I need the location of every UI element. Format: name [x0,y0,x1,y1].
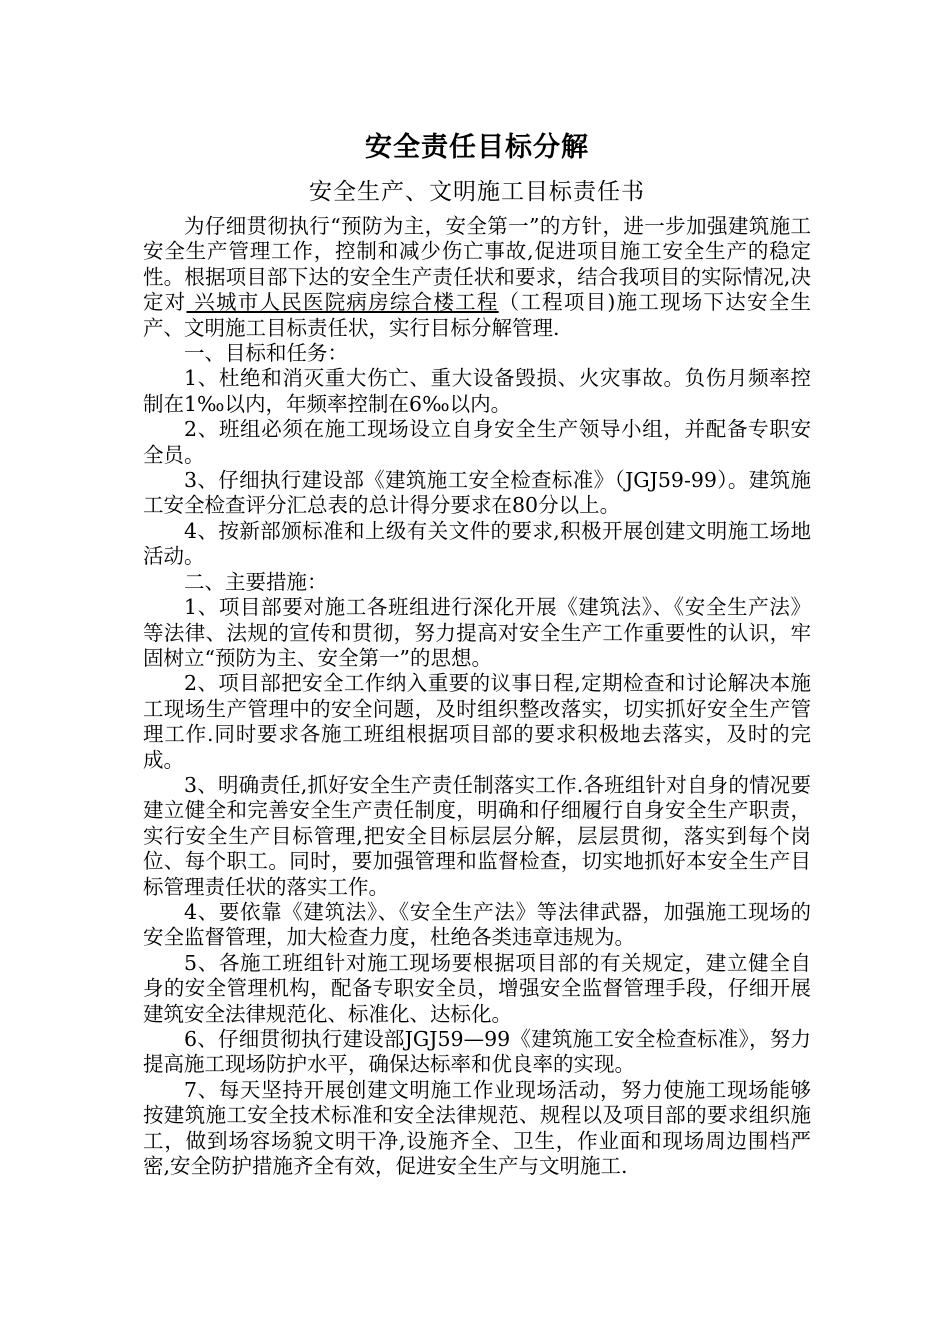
section-heading-measures: 二、主要措施： [184,569,328,594]
intro-paragraph [143,214,811,341]
measure-item-3: 3、明确责任,抓好安全生产责任制落实工作.各班组针对自身的情况要建立健全和完善安全生产责任制度，明确和仔细履行自身安全生产职责，实行安全生产目标管理,把安全目标层层分解，层层贯彻，落实到每个岗位、每个职工。同时，要加强管理和监督检查，切实地抓好本安全生产目标管理责任状的落实工作。 [143,772,811,899]
intro-text-before: 为仔细贯彻执行“预防为主，安全第一”的方针，进一步加强建筑施工安全生产管理工作，控制和减少伤亡事故,促进项目施工安全生产的稳定性。根据项目部下达的安全生产责任状和要求，结合我项目的实际情况,决定对 [143,214,811,315]
measure-item-2: 2、项目部把安全工作纳入重要的议事日程,定期检查和讨论解决本施工现场生产管理中的安全问题，及时组织整改落实，切实抓好安全生产管理工作.同时要求各施工班组根据项目部的要求积极地去落实，及时的完成。 [143,671,811,772]
document-subtitle: 安全生产、文明施工目标责任书 [309,179,645,205]
goal-item-2: 2、班组必须在施工现场设立自身安全生产领导小组，并配备专职安全员。 [143,417,811,467]
goal-item-4: 4、按新部颁标准和上级有关文件的要求,积极开展创建文明施工场地活动。 [143,518,811,569]
measure-item-1: 1、项目部要对施工各班组进行深化开展《建筑法》、《安全生产法》等法律、法规的宣传和贯彻，努力提高对安全生产工作重要性的认识，牢固树立“预防为主、安全第一”的思想。 [143,595,811,670]
goal-item-3: 3、仔细执行建设部《建筑施工安全检查标准》（JGJ59-99）。建筑施工安全检查评分汇总表的总计得分要求在80分以上。 [143,468,811,518]
measure-item-5: 5、各施工班组针对施工现场要根据项目部的有关规定，建立健全自身的安全管理机构，配备专职安全员，增强安全监督管理手段，仔细开展建筑安全法律规范化、标准化、达标化。 [143,950,811,1026]
measure-item-7: 7、每天坚持开展创建文明施工作业现场活动，努力使施工现场能够按建筑施工安全技术标准和安全法律规范、规程以及项目部的要求组织施工，做到场容场貌文明干净,设施齐全、卫生，作业面和现场周边围档严密,安全防护措施齐全有效，促进安全生产与文明施工. [143,1077,811,1179]
section-heading-goals: 一、目标和任务： [184,341,348,366]
document-page [143,128,811,1179]
goal-item-1: 1、杜绝和消灭重大伤亡、重大设备毁损、火灾事故。负伤月频率控制在1‰以内，年频率控制在6‰以内。 [143,366,811,416]
measure-item-6: 6、仔细贯彻执行建设部JGJ59—99《建筑施工安全检查标准》，努力提高施工现场防护水平，确保达标率和优良率的实现。 [143,1027,811,1077]
intro-text-after: （工程项目)施工现场下达安全生产、文明施工目标责任状，实行目标分解管理. [143,290,812,340]
document-title: 安全责任目标分解 [365,132,589,163]
project-name: 兴城市人民医院病房综合楼工程 [186,290,499,315]
measure-item-4: 4、要依靠《建筑法》、《安全生产法》等法律武器，加强施工现场的安全监督管理，加大检查力度，杜绝各类违章违规为。 [143,899,811,950]
